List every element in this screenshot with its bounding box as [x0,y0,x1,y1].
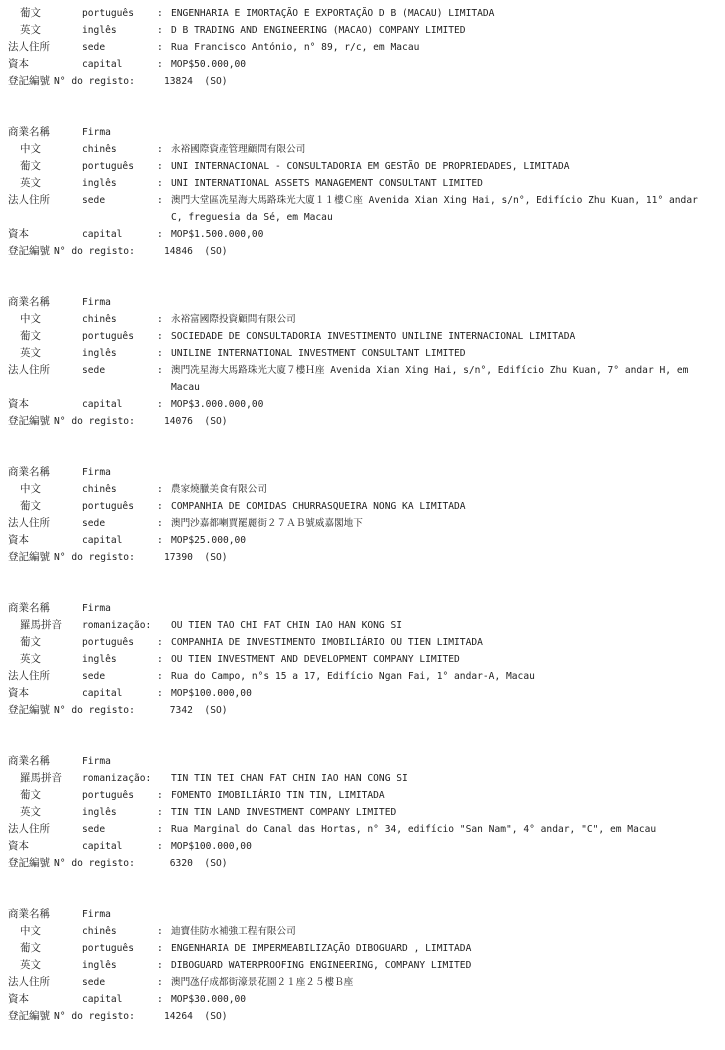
registration-number: 7342 (SO) [164,705,228,716]
colon: : [157,484,163,495]
capital-label-zh: 資本 [8,398,29,410]
chinese-label-pt: chinês [82,314,117,325]
seat-row [8,39,718,56]
capital-label-zh: 資本 [8,228,29,240]
firm-header-row [8,294,718,311]
chinese-label-zh: 中文 [20,483,41,495]
firm-label-zh: 商業名稱 [8,296,50,308]
seat-label-pt: sede [82,365,106,376]
registration-label [8,1008,135,1025]
portuguese-label-pt: português [82,161,134,172]
firm-label-pt: Firma [82,909,111,920]
seat-label-pt: sede [82,518,106,529]
english-name-value: TIN TIN LAND INVESTMENT COMPANY LIMITED [171,807,397,818]
chinese-name-value: 迪寶佳防水補強工程有限公司 [171,926,296,937]
colon: : [157,671,163,682]
seat-label-pt: sede [82,195,106,206]
english-name-value: OU TIEN INVESTMENT AND DEVELOPMENT COMPANY LIMITED [171,654,460,665]
registration-number: 14846 (SO) [164,246,228,257]
colon: : [157,977,163,988]
portuguese-name-value: UNI INTERNACIONAL - CONSULTADORIA EM GESTÃO DE PROPRIEDADES, LIMITADA [171,161,570,172]
company-entry-5 [8,600,718,719]
colon: : [157,331,163,342]
romanization-row [8,617,718,634]
registration-number: 6320 (SO) [164,858,228,869]
chinese-name-row [8,481,718,498]
chinese-label-zh: 中文 [20,313,41,325]
capital-label-pt: capital [82,688,123,699]
registration-label-zh: 登記編號 [8,415,50,427]
company-entry-4 [8,464,718,566]
seat-label-pt: sede [82,671,106,682]
registration-label-zh: 登記編號 [8,551,50,563]
chinese-name-value: 農家燒臘美食有限公司 [171,484,267,495]
capital-row [8,226,718,243]
colon: : [157,195,163,206]
registration-label-pt: N° do registo: [54,705,135,716]
capital-row [8,56,718,73]
seat-value: Rua do Campo, n°s 15 a 17, Edifício Ngan Fai, 1° andar-A, Macau [171,671,535,682]
registration-row [8,855,718,872]
company-entry-1 [8,5,718,90]
english-name-row [8,22,718,39]
chinese-label-zh: 中文 [20,925,41,937]
colon: : [157,144,163,155]
romanization-value: OU TIEN TAO CHI FAT CHIN IAO HAN KONG SI [171,620,403,631]
capital-row [8,991,718,1008]
registration-label-pt: N° do registo: [54,246,135,257]
seat-value: Rua Francisco António, n° 89, r/c, em Macau [171,42,420,53]
firm-label-zh: 商業名稱 [8,908,50,920]
capital-value: MOP$25.000,00 [171,535,247,546]
capital-value: MOP$100.000,00 [171,688,252,699]
registration-label-zh: 登記編號 [8,704,50,716]
colon: : [157,365,163,376]
colon: : [157,807,163,818]
colon: : [157,42,163,53]
portuguese-label-zh: 葡文 [20,636,41,648]
portuguese-label-zh: 葡文 [20,500,41,512]
registration-label [8,413,135,430]
colon: : [157,943,163,954]
colon: : [157,399,163,410]
firm-header-row [8,600,718,617]
capital-label-zh: 資本 [8,840,29,852]
capital-label-pt: capital [82,841,123,852]
portuguese-name-value: SOCIEDADE DE CONSULTADORIA INVESTIMENTO UNILINE INTERNACIONAL LIMITADA [171,331,576,342]
seat-value: 澳門大堂區冼星海大馬路珠光大廈１１樓Ｃ座 Avenida Xian Xing Hai, s/n°, Edifício Zhu Kuan, 11° andar C, freguesia da Sé, em Macau [171,195,698,223]
portuguese-label-pt: português [82,501,134,512]
seat-row [8,668,718,685]
romanization-value: TIN TIN TEI CHAN FAT CHIN IAO HAN CONG SI [171,773,408,784]
chinese-label-pt: chinês [82,926,117,937]
portuguese-name-value: FOMENTO IMOBILIÁRIO TIN TIN, LIMITADA [171,790,385,801]
english-label-pt: inglês [82,348,117,359]
registration-row [8,549,718,566]
capital-value: MOP$100.000,00 [171,841,252,852]
chinese-name-row [8,923,718,940]
english-name-row [8,957,718,974]
chinese-name-row [8,141,718,158]
colon: : [157,535,163,546]
portuguese-name-row [8,787,718,804]
portuguese-label-zh: 葡文 [20,7,41,19]
romanization-label-zh: 羅馬拼音 [20,772,62,784]
portuguese-name-row [8,158,718,175]
firm-label-pt: Firma [82,127,111,138]
seat-row [8,821,718,838]
portuguese-label-pt: português [82,943,134,954]
english-name-value: UNILINE INTERNATIONAL INVESTMENT CONSULTANT LIMITED [171,348,466,359]
english-name-row [8,651,718,668]
registration-number: 13824 (SO) [164,76,228,87]
seat-row [8,974,718,991]
portuguese-name-row [8,328,718,345]
registration-label [8,243,135,260]
capital-row [8,838,718,855]
romanization-row [8,770,718,787]
english-name-value: DIBOGUARD WATERPROOFING ENGINEERING, COMPANY LIMITED [171,960,472,971]
registration-label-pt: N° do registo: [54,858,135,869]
seat-value: 澳門氹仔成都街濠景花園２１座２５樓Ｂ座 [171,977,354,988]
english-name-value: D B TRADING AND ENGINEERING (MACAO) COMPANY LIMITED [171,25,466,36]
portuguese-label-zh: 葡文 [20,789,41,801]
colon: : [157,59,163,70]
colon: : [157,314,163,325]
chinese-label-zh: 中文 [20,143,41,155]
firm-header-row [8,906,718,923]
colon: : [157,518,163,529]
seat-label-pt: sede [82,824,106,835]
seat-row [8,515,718,532]
colon: : [157,654,163,665]
registration-label-zh: 登記編號 [8,1010,50,1022]
firm-label-pt: Firma [82,297,111,308]
seat-label-pt: sede [82,42,106,53]
portuguese-label-pt: português [82,8,134,19]
company-entry-6 [8,753,718,872]
romanization-label-zh: 羅馬拼音 [20,619,62,631]
seat-row [8,192,718,226]
firm-label-pt: Firma [82,603,111,614]
seat-label-pt: sede [82,977,106,988]
seat-label-zh: 法人住所 [8,41,50,53]
english-label-pt: inglês [82,654,117,665]
english-label-zh: 英文 [20,347,41,359]
portuguese-label-zh: 葡文 [20,330,41,342]
seat-row [8,362,718,396]
portuguese-name-value: ENGENHARIA DE IMPERMEABILIZAÇÃO DIBOGUARD , LIMITADA [171,943,472,954]
registration-label [8,702,135,719]
registration-label-zh: 登記編號 [8,857,50,869]
colon: : [157,348,163,359]
capital-label-zh: 資本 [8,534,29,546]
company-entry-7 [8,906,718,1025]
portuguese-name-value: COMPANHIA DE INVESTIMENTO IMOBILIÁRIO OU TIEN LIMITADA [171,637,483,648]
seat-label-zh: 法人住所 [8,364,50,376]
portuguese-label-zh: 葡文 [20,942,41,954]
english-label-zh: 英文 [20,959,41,971]
seat-label-zh: 法人住所 [8,976,50,988]
english-label-zh: 英文 [20,24,41,36]
colon: : [157,790,163,801]
colon: : [157,501,163,512]
romanization-label-pt: romanização: [82,773,152,784]
seat-label-zh: 法人住所 [8,194,50,206]
english-label-pt: inglês [82,960,117,971]
capital-label-pt: capital [82,399,123,410]
registration-label-pt: N° do registo: [54,552,135,563]
portuguese-name-row [8,634,718,651]
chinese-name-value: 永裕國際資產管理顧問有限公司 [171,144,306,155]
registration-row [8,413,718,430]
english-label-zh: 英文 [20,653,41,665]
colon: : [157,161,163,172]
firm-label-zh: 商業名稱 [8,602,50,614]
colon: : [157,25,163,36]
registration-label-pt: N° do registo: [54,416,135,427]
company-entry-3 [8,294,718,430]
firm-label-zh: 商業名稱 [8,755,50,767]
chinese-name-value: 永裕富國際投資顧問有限公司 [171,314,296,325]
capital-label-pt: capital [82,535,123,546]
registration-number: 14076 (SO) [164,416,228,427]
registration-label-pt: N° do registo: [54,1011,135,1022]
english-name-value: UNI INTERNATIONAL ASSETS MANAGEMENT CONSULTANT LIMITED [171,178,483,189]
capital-label-pt: capital [82,229,123,240]
portuguese-name-row [8,5,718,22]
chinese-name-row [8,311,718,328]
registration-row [8,243,718,260]
registration-number: 17390 (SO) [164,552,228,563]
colon: : [157,178,163,189]
capital-value: MOP$50.000,00 [171,59,247,70]
seat-value: 澳門冼星海大馬路珠光大廈７樓Ｈ座 Avenida Xian Xing Hai, s/n°, Edifício Zhu Kuan, 7° andar H, em Macau [171,365,689,393]
english-label-pt: inglês [82,807,117,818]
registration-number: 14264 (SO) [164,1011,228,1022]
seat-value: 澳門沙嘉都喇賈罷麗街２７ＡＢ號威嘉閣地下 [171,518,363,529]
registration-label [8,549,135,566]
capital-row [8,396,718,413]
portuguese-label-pt: português [82,331,134,342]
portuguese-label-pt: português [82,790,134,801]
registration-row [8,702,718,719]
capital-label-zh: 資本 [8,687,29,699]
colon: : [157,841,163,852]
portuguese-name-row [8,498,718,515]
capital-value: MOP$3.000.000,00 [171,399,264,410]
firm-label-pt: Firma [82,467,111,478]
seat-value: Rua Marginal do Canal das Hortas, n° 34, edifício "San Nam", 4° andar, "C", em Macau [171,824,657,835]
capital-label-pt: capital [82,59,123,70]
capital-label-zh: 資本 [8,58,29,70]
registration-label-pt: N° do registo: [54,76,135,87]
colon: : [157,960,163,971]
firm-header-row [8,464,718,481]
firm-label-zh: 商業名稱 [8,126,50,138]
colon: : [157,688,163,699]
capital-label-zh: 資本 [8,993,29,1005]
seat-label-zh: 法人住所 [8,517,50,529]
registration-row [8,1008,718,1025]
colon: : [157,994,163,1005]
colon: : [157,824,163,835]
capital-row [8,532,718,549]
english-name-row [8,345,718,362]
firm-header-row [8,753,718,770]
registration-label-zh: 登記編號 [8,245,50,257]
company-entry-2 [8,124,718,260]
firm-label-zh: 商業名稱 [8,466,50,478]
english-label-zh: 英文 [20,806,41,818]
capital-row [8,685,718,702]
english-label-zh: 英文 [20,177,41,189]
capital-value: MOP$30.000,00 [171,994,247,1005]
seat-label-zh: 法人住所 [8,670,50,682]
english-label-pt: inglês [82,178,117,189]
colon: : [157,926,163,937]
colon: : [157,8,163,19]
seat-label-zh: 法人住所 [8,823,50,835]
english-name-row [8,175,718,192]
registration-row [8,73,718,90]
romanization-label-pt: romanização: [82,620,152,631]
portuguese-name-row [8,940,718,957]
registry-document [8,5,718,1025]
english-name-row [8,804,718,821]
capital-value: MOP$1.500.000,00 [171,229,264,240]
portuguese-name-value: COMPANHIA DE COMIDAS CHURRASQUEIRA NONG KA LIMITADA [171,501,466,512]
registration-label [8,855,135,872]
chinese-label-pt: chinês [82,144,117,155]
portuguese-name-value: ENGENHARIA E IMORTAÇÃO E EXPORTAÇÃO D B (MACAU) LIMITADA [171,8,495,19]
colon: : [157,229,163,240]
firm-header-row [8,124,718,141]
portuguese-label-zh: 葡文 [20,160,41,172]
english-label-pt: inglês [82,25,117,36]
chinese-label-pt: chinês [82,484,117,495]
registration-label [8,73,135,90]
capital-label-pt: capital [82,994,123,1005]
colon: : [157,637,163,648]
firm-label-pt: Firma [82,756,111,767]
portuguese-label-pt: português [82,637,134,648]
registration-label-zh: 登記編號 [8,75,50,87]
